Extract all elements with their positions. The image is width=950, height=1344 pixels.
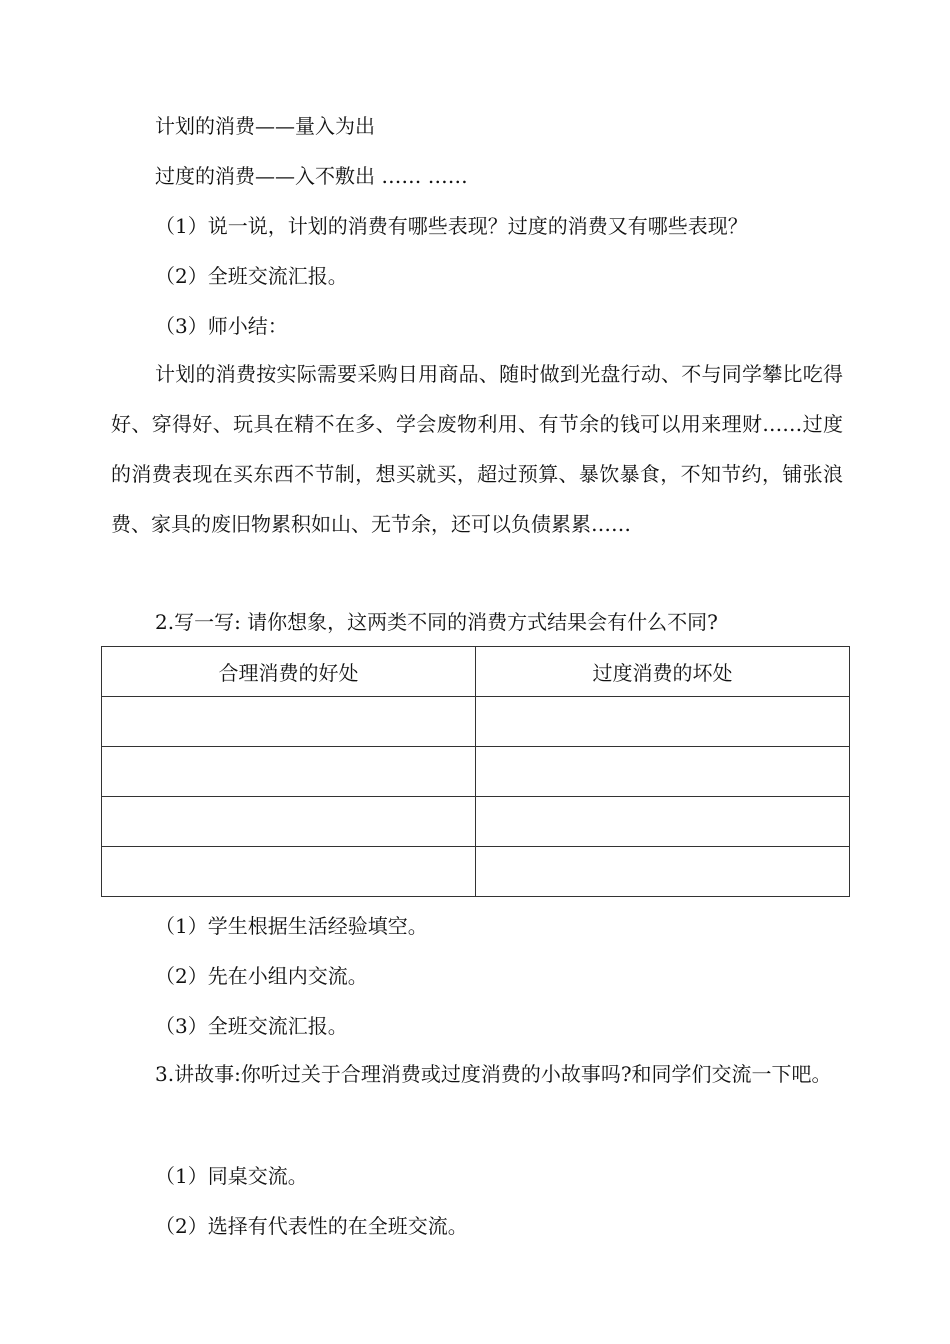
story-step-2: （2）选择有代表性的在全班交流。 <box>155 1214 468 1238</box>
table-row <box>102 847 850 897</box>
table-cell[interactable] <box>476 797 850 847</box>
table-cell[interactable] <box>476 747 850 797</box>
table-row <box>102 797 850 847</box>
plan-consumption-line: 计划的消费——量入为出 <box>155 114 375 138</box>
comparison-table <box>101 646 850 897</box>
table-cell[interactable] <box>102 697 476 747</box>
step-3: （3）全班交流汇报。 <box>155 1014 348 1038</box>
table-cell[interactable] <box>476 697 850 747</box>
question-2: （2）全班交流汇报。 <box>155 264 348 288</box>
write-prompt: 2.写一写: 请你想象，这两类不同的消费方式结果会有什么不同? <box>155 610 718 634</box>
teacher-summary-paragraph: 计划的消费按实际需要采购日用商品、随时做到光盘行动、不与同学攀比吃得好、穿得好、玩具在精不在多、学会废物利用、有节余的钱可以用来理财……过度的消费表现在买东西不节制，想买就买，超过预算、暴饮暴食，不知节约，铺张浪费、家具的废旧物累积如山、无节余，还可以负债累累…… <box>111 362 843 536</box>
question-3: （3）师小结： <box>155 314 288 338</box>
step-1: （1）学生根据生活经验填空。 <box>155 914 428 938</box>
table-cell[interactable] <box>476 847 850 897</box>
table-row <box>102 697 850 747</box>
step-2: （2）先在小组内交流。 <box>155 964 368 988</box>
story-step-1: （1）同桌交流。 <box>155 1164 308 1188</box>
story-prompt-paragraph: 3.讲故事:你听过关于合理消费或过度消费的小故事吗?和同学们交流一下吧。 <box>155 1062 832 1086</box>
table-header-harms: 过度消费的坏处 <box>476 647 850 697</box>
question-1: （1）说一说，计划的消费有哪些表现？过度的消费又有哪些表现？ <box>155 214 748 238</box>
table-header-row <box>102 647 850 697</box>
table-row <box>102 747 850 797</box>
table-header-benefits: 合理消费的好处 <box>102 647 476 697</box>
table-cell[interactable] <box>102 797 476 847</box>
excess-consumption-line: 过度的消费——入不敷出 …… …… <box>155 164 468 188</box>
table-cell[interactable] <box>102 847 476 897</box>
table-cell[interactable] <box>102 747 476 797</box>
